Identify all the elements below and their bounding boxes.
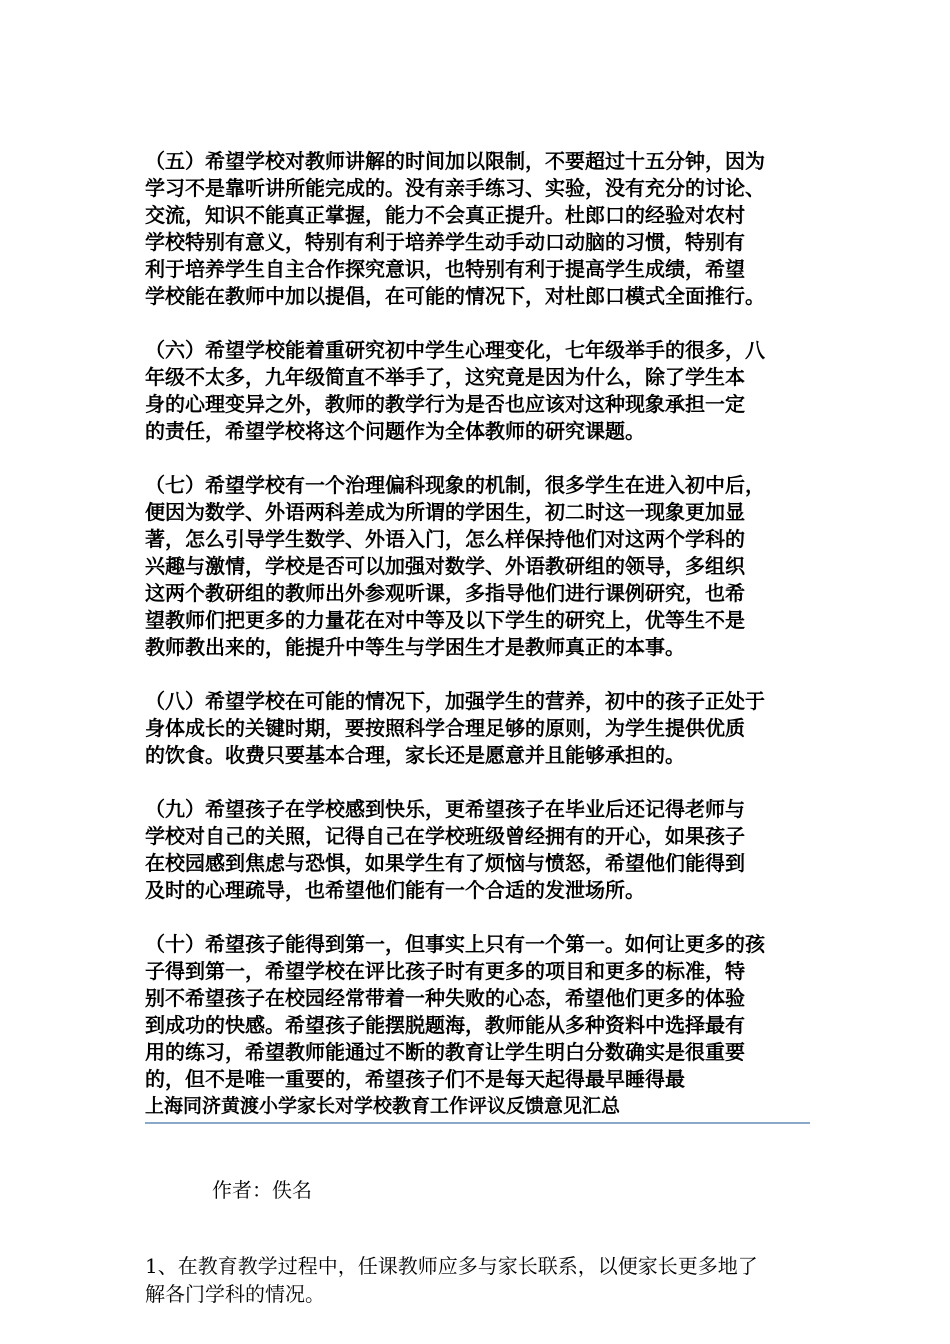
body-paragraph: 1、在教育教学过程中，任课教师应多与家长联系，以便家长更多地了 解各门学科的情况。 <box>145 1254 758 1306</box>
document-page <box>145 148 810 1308</box>
paragraph-seven: （七）希望学校有一个治理偏科现象的机制，很多学生在进入初中后， 便因为数学、外语两科差成为所谓的学困生，初二时这一现象更加显 著，怎么引导学生数学、外语入门，怎么样保持他们对这两个学科的 兴趣与激情，学校是否可以加强对数学、外语教研组的领导，多组织 这两个教研组的教师出外参观听课，多指导他们进行课例研究，也希 望教师们把更多的力量花在对中等及以下学生的研究上，优等生不是 教师教出来的，能提升中等生与学困生才是教师真正的本事。 <box>145 473 765 659</box>
paragraph-five: （五）希望学校对教师讲解的时间加以限制，不要超过十五分钟，因为 学习不是靠听讲所能完成的。没有亲手练习、实验，没有充分的讨论、 交流，知识不能真正掌握，能力不会真正提升。杜郎口的经验对农村 学校特别有意义，特别有利于培养学生动手动口动脑的习惯，特别有 利于培养学生自主合作探究意识，也特别有利于提高学生成绩，希望 学校能在教师中加以提倡，在可能的情况下，对杜郎口模式全面推行。 <box>145 149 765 308</box>
paragraph-six: （六）希望学校能着重研究初中学生心理变化，七年级举手的很多，八 年级不太多，九年级简直不举手了，这究竟是因为什么，除了学生本 身的心理变异之外，教师的教学行为是否也应该对这种现象承担一定 的责任，希望学校将这个问题作为全体教师的研究课题。 <box>145 338 765 443</box>
paragraph-eight: （八）希望学校在可能的情况下，加强学生的营养，初中的孩子正处于 身体成长的关键时期，要按照科学合理足够的原则，为学生提供优质 的饮食。收费只要基本合理，家长还是愿意并且能够承担的。 <box>145 689 765 767</box>
paragraph-nine: （九）希望孩子在学校感到快乐，更希望孩子在毕业后还记得老师与 学校对自己的关照，记得自己在学校班级曾经拥有的开心，如果孩子 在校园感到焦虑与恐惧，如果学生有了烦恼与愤怒，希望他们能得到 及时的心理疏导，也希望他们能有一个合适的发泄场所。 <box>145 797 745 902</box>
paragraph-ten: （十）希望孩子能得到第一，但事实上只有一个第一。如何让更多的孩 子得到第一，希望学校在评比孩子时有更多的项目和更多的标准，特 别不希望孩子在校园经常带着一种失败的心态，希望他们更多的体验 到成功的快感。希望孩子能摆脱题海，教师能从多种资料中选择最有 用的练习，希望教师能通过不断的教育让学生明白分数确实是很重要 的，但不是唯一重要的，希望孩子们不是每天起得最早睡得最 <box>145 932 765 1091</box>
author-line: 作者：佚名 <box>212 1178 312 1202</box>
document-title: 上海同济黄渡小学家长对学校教育工作评议反馈意见汇总 <box>145 1093 810 1124</box>
